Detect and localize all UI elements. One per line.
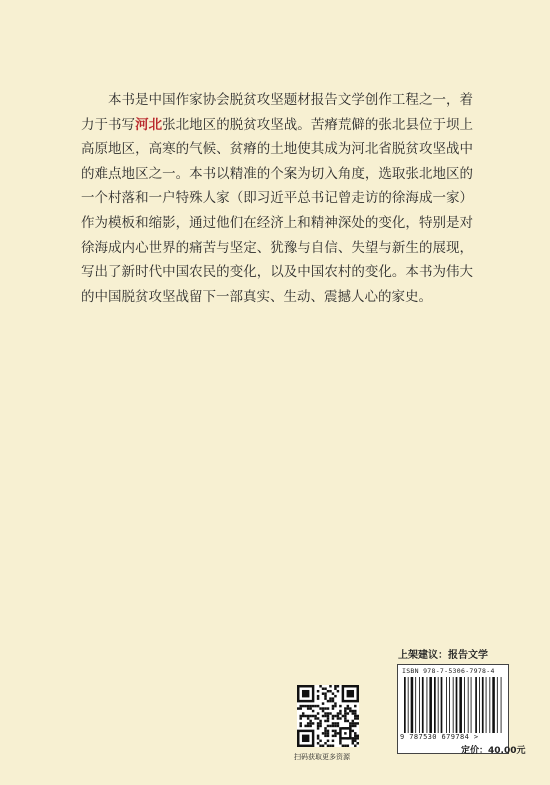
qr-code[interactable] [297,685,359,747]
barcode-bars [404,677,504,733]
description-text-2: 张北地区的脱贫攻坚战。苦瘠荒僻的张北县位于坝上高原地区，高寒的气候、贫瘠的土地使其成为河北省脱贫攻坚战中的难点地区之一。本书以精准的个案为切入角度，选取张北地区的一个村落和一户特殊人家（即习近平总书记曾走访的徐海成一家）作为模板和缩影，通过他们在经济上和精神深处的变化，特别是对徐海成内心世界的痛苦与坚定、犹豫与自信、失望与新生的展现，写出了新时代中国农民的变化，以及中国农村的变化。本书为伟大的中国脱贫攻坚战留下一部真实、生动、震撼人心的家史。 [81,116,474,305]
price-label: 定价：40.00元 [461,746,526,756]
highlighted-place-name: 河北 [135,116,163,133]
qr-caption: 扫码获取更多资源 [294,753,350,761]
book-description [81,88,473,309]
barcode-digits: 9 787530 679784 > [400,733,479,741]
shelf-suggestion: 上架建议：报告文学 [398,650,488,661]
description-text-1: 本书是中国作家协会脱贫攻坚题材报告文学创作工程之一，着力于书写 [81,92,473,133]
isbn-label: ISBN 978-7-5306-7978-4 [402,667,495,675]
